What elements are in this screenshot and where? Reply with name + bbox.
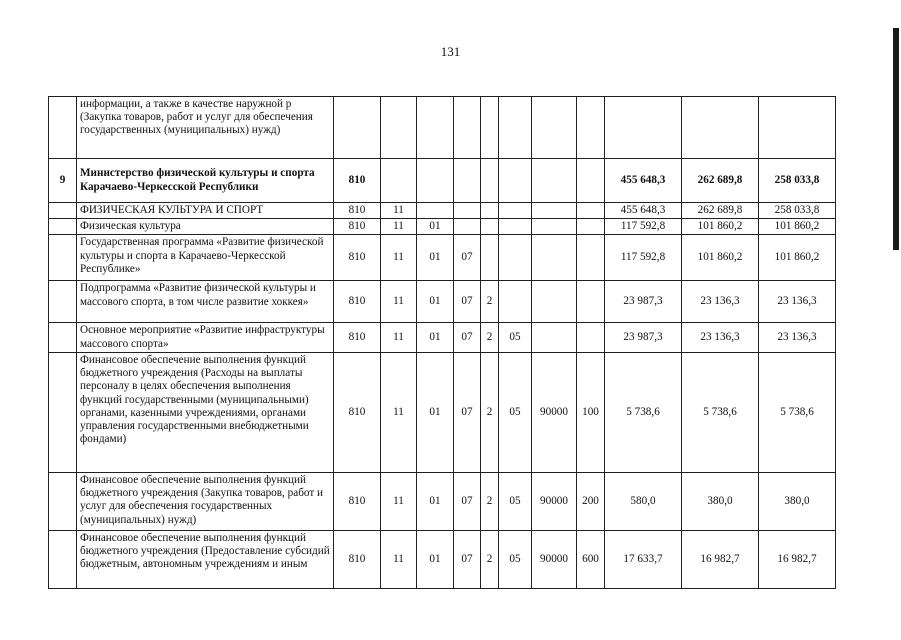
sum-2020: 262 689,8 [682,203,759,219]
ministry-code [334,97,381,159]
ministry-code: 810 [334,281,381,323]
sum-2019: 455 648,3 [605,159,682,203]
direction-code: 90000 [532,352,577,472]
sum-2020: 16 982,7 [682,530,759,588]
program-code: 07 [454,323,481,352]
program-code: 07 [454,352,481,472]
sum-2019: 23 987,3 [605,281,682,323]
sum-2021: 23 136,3 [759,323,836,352]
row-name: Министерство физической культуры и спорта Карачаево-Черкесской Республики [77,159,334,203]
event-code [499,159,532,203]
subprogram-code: 2 [481,530,499,588]
ministry-code: 810 [334,530,381,588]
direction-code: 90000 [532,472,577,530]
sum-2019: 117 592,8 [605,235,682,281]
ministry-code: 810 [334,323,381,352]
event-code [499,235,532,281]
program-code [454,159,481,203]
sum-2020: 23 136,3 [682,323,759,352]
subprogram-code: 2 [481,352,499,472]
subsection-code: 01 [417,472,454,530]
table-row [49,472,836,530]
row-name: Государственная программа «Развитие физической культуры и спорта в Карачаево-Черкесской Республике» [77,235,334,281]
row-name: ФИЗИЧЕСКАЯ КУЛЬТУРА И СПОРТ [77,203,334,219]
sum-2020 [682,97,759,159]
sum-2021: 23 136,3 [759,281,836,323]
row-number [49,352,77,472]
table-row [49,97,836,159]
section-code: 11 [381,323,417,352]
direction-code [532,219,577,235]
ministry-code: 810 [334,159,381,203]
row-number [49,235,77,281]
section-code: 11 [381,203,417,219]
sum-2020: 262 689,8 [682,159,759,203]
expense-type-code [577,219,605,235]
page-number: 131 [440,44,461,59]
section-code: 11 [381,219,417,235]
row-number: 9 [49,159,77,203]
subprogram-code: 2 [481,472,499,530]
sum-2019: 117 592,8 [605,219,682,235]
expense-type-code: 600 [577,530,605,588]
direction-code [532,97,577,159]
row-name: Финансовое обеспечение выполнения функций бюджетного учреждения (Расходы на выплаты персоналу в целях обеспечения выполнения функций государственными (муниципальными) органами, казенными учреждениями, органами управления государственными внебюджетными фондами) [77,352,334,472]
sum-2020: 101 860,2 [682,235,759,281]
subsection-code: 01 [417,235,454,281]
section-code: 11 [381,472,417,530]
sum-2021: 101 860,2 [759,219,836,235]
row-number [49,472,77,530]
row-name: информации, а также в качестве наружной р (Закупка товаров, работ и услуг для обеспечения государственных (муниципальных) нужд) [77,97,334,159]
scan-edge-mark [893,28,899,250]
direction-code: 90000 [532,530,577,588]
table-row [49,219,836,235]
sum-2019: 17 633,7 [605,530,682,588]
event-code: 05 [499,323,532,352]
expense-type-code [577,203,605,219]
event-code [499,219,532,235]
sum-2019: 455 648,3 [605,203,682,219]
subprogram-code [481,219,499,235]
sum-2021 [759,97,836,159]
table-row [49,235,836,281]
sum-2020: 380,0 [682,472,759,530]
section-code: 11 [381,352,417,472]
direction-code [532,281,577,323]
subsection-code: 01 [417,352,454,472]
sum-2020: 23 136,3 [682,281,759,323]
table-row [49,323,836,352]
program-code: 07 [454,472,481,530]
row-name: Финансовое обеспечение выполнения функций бюджетного учреждения (Предоставление субсидий бюджетным, автономным учреждениям и иным [77,530,334,588]
row-number [49,219,77,235]
subprogram-code [481,97,499,159]
subsection-code: 01 [417,530,454,588]
budget-table-body [49,97,836,589]
expense-type-code [577,97,605,159]
ministry-code: 810 [334,472,381,530]
sum-2019: 23 987,3 [605,323,682,352]
table-row [49,159,836,203]
direction-code [532,159,577,203]
expense-type-code: 100 [577,352,605,472]
sum-2021: 258 033,8 [759,203,836,219]
event-code: 05 [499,472,532,530]
sum-2021: 5 738,6 [759,352,836,472]
row-name: Подпрограмма «Развитие физической культуры и массового спорта, в том числе развитие хоккея» [77,281,334,323]
row-number [49,281,77,323]
sum-2021: 380,0 [759,472,836,530]
subprogram-code [481,203,499,219]
program-code: 07 [454,530,481,588]
expense-type-code [577,281,605,323]
sum-2020: 101 860,2 [682,219,759,235]
sum-2019 [605,97,682,159]
program-code [454,97,481,159]
ministry-code: 810 [334,203,381,219]
event-code: 05 [499,352,532,472]
sum-2021: 258 033,8 [759,159,836,203]
section-code: 11 [381,281,417,323]
row-name: Финансовое обеспечение выполнения функций бюджетного учреждения (Закупка товаров, работ и услуг для обеспечения государственных (муниципальных) нужд) [77,472,334,530]
direction-code [532,203,577,219]
expense-type-code [577,159,605,203]
subsection-code [417,97,454,159]
subsection-code: 01 [417,323,454,352]
expense-type-code [577,235,605,281]
budget-table [48,96,836,589]
expense-type-code [577,323,605,352]
subprogram-code: 2 [481,281,499,323]
subsection-code: 01 [417,281,454,323]
row-number [49,530,77,588]
program-code [454,219,481,235]
row-name: Основное мероприятие «Развитие инфраструктуры массового спорта» [77,323,334,352]
event-code [499,203,532,219]
ministry-code: 810 [334,235,381,281]
sum-2019: 5 738,6 [605,352,682,472]
program-code: 07 [454,281,481,323]
ministry-code: 810 [334,352,381,472]
expense-type-code: 200 [577,472,605,530]
section-code [381,97,417,159]
event-code [499,281,532,323]
row-number [49,323,77,352]
section-code: 11 [381,530,417,588]
subprogram-code [481,235,499,281]
table-row [49,281,836,323]
row-number [49,97,77,159]
ministry-code: 810 [334,219,381,235]
event-code: 05 [499,530,532,588]
section-code: 11 [381,235,417,281]
program-code: 07 [454,235,481,281]
event-code [499,97,532,159]
subsection-code [417,203,454,219]
sum-2021: 101 860,2 [759,235,836,281]
row-number [49,203,77,219]
subsection-code: 01 [417,219,454,235]
table-row [49,530,836,588]
sum-2020: 5 738,6 [682,352,759,472]
section-code [381,159,417,203]
direction-code [532,235,577,281]
subprogram-code [481,159,499,203]
table-row [49,203,836,219]
program-code [454,203,481,219]
table-row [49,352,836,472]
sum-2021: 16 982,7 [759,530,836,588]
subprogram-code: 2 [481,323,499,352]
direction-code [532,323,577,352]
subsection-code [417,159,454,203]
row-name: Физическая культура [77,219,334,235]
sum-2019: 580,0 [605,472,682,530]
